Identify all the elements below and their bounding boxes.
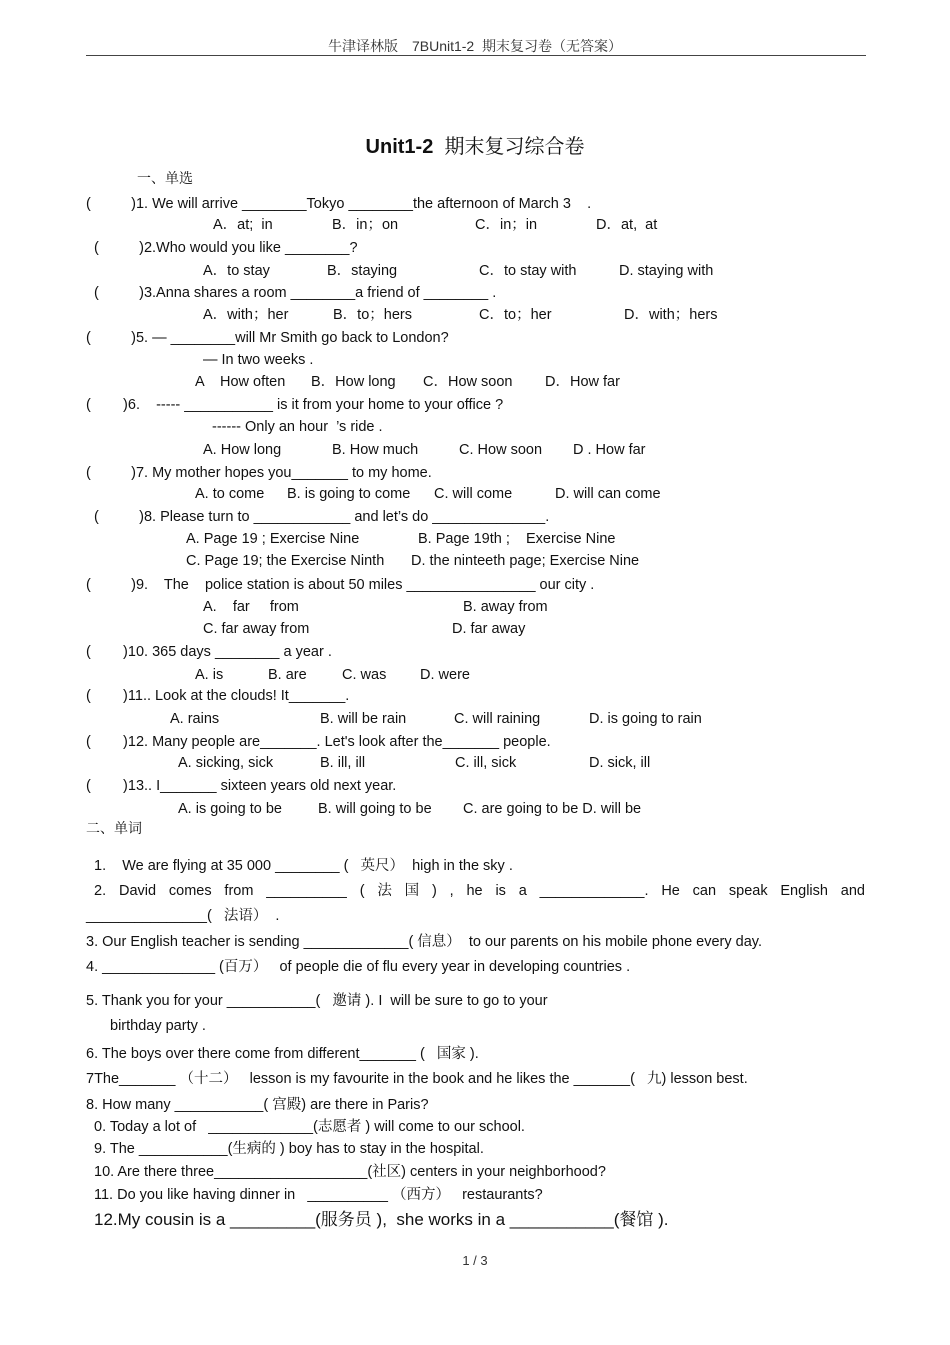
title-cn: 期末复习综合卷 xyxy=(444,136,585,158)
q9-option-c: C. far away from xyxy=(203,621,310,637)
q10-option-b: B. are xyxy=(268,667,307,683)
q13-option-a: A. is going to be xyxy=(178,801,282,817)
page-number: 1 / 3 xyxy=(462,1253,488,1268)
q7-option-a: A. to come xyxy=(195,486,265,502)
q9-option-d: D. far away xyxy=(452,621,526,637)
w2-token: he xyxy=(466,883,483,899)
word-item-3: 3. Our English teacher is sending _____________( 信息） to our parents on his mobile phone every day. xyxy=(86,934,762,950)
q8-option-a: A. Page 19 ; Exercise Nine xyxy=(186,531,360,547)
w2-token: a xyxy=(518,883,527,899)
q2-option-d: D. staying with xyxy=(619,263,714,279)
q5-option-b: B．How long xyxy=(311,374,396,390)
word-item-5: 5. Thank you for your ___________( 邀请 ). I will be sure to go to your xyxy=(86,993,548,1009)
q3-option-a: A．with；her xyxy=(203,307,289,323)
word-item-13: 12.My cousin is a _________(服务员 ), she works in a ___________(餐馆 ). xyxy=(94,1210,669,1229)
q12-option-b: B. ill, ill xyxy=(320,755,366,771)
question-6: ( )6. ----- ___________ is it from your home to your office ? xyxy=(86,397,504,413)
q2-option-a: A．to stay xyxy=(203,263,270,279)
question-12: ( )12. Many people are_______. Let's look after the_______ people. xyxy=(86,734,551,750)
w2-token: ( xyxy=(359,883,365,899)
w2-token: and xyxy=(840,883,865,899)
q11-option-b: B. will be rain xyxy=(320,711,407,727)
q5-option-a: A How often xyxy=(195,374,286,390)
q8-option-b: B. Page 19th ; Exercise Nine xyxy=(418,531,616,547)
q6-reply: ------ Only an hour ’s ride . xyxy=(212,419,383,435)
word-item-6: 6. The boys over there come from different_______ ( 国家 ). xyxy=(86,1046,479,1062)
q10-option-a: A. is xyxy=(195,667,224,683)
q8-option-d: D. the ninteeth page; Exercise Nine xyxy=(411,553,640,569)
question-2: ( )2.Who would you like ________? xyxy=(94,240,358,256)
q1-option-c: C．in；in xyxy=(475,217,538,233)
q12-option-a: A. sicking, sick xyxy=(178,755,274,771)
q12-option-c: C. ill, sick xyxy=(455,755,517,771)
w2-token: English xyxy=(780,883,828,899)
question-13: ( )13.. I_______ sixteen years old next year. xyxy=(86,778,397,794)
w2-number: 2. xyxy=(94,883,107,899)
q8-option-c: C. Page 19; the Exercise Ninth xyxy=(186,553,385,569)
q11-option-c: C. will raining xyxy=(454,711,541,727)
word-item-8: 8. How many ___________( 宫殿) are there in Paris? xyxy=(86,1097,429,1113)
word-item-7: 7The_______ （十二） lesson is my favourite in the book and he likes the _______( 九) lesson best. xyxy=(86,1071,748,1087)
w2-token: 法 xyxy=(377,883,392,899)
section-heading-words: 二、单词 xyxy=(86,820,142,836)
question-3: ( )3.Anna shares a room ________a friend of ________ . xyxy=(94,285,497,301)
q1-option-a: A．at; in xyxy=(213,217,273,233)
question-9: ( )9. The police station is about 50 miles ________________ our city . xyxy=(86,577,595,593)
page-header: 牛津译林版 7BUnit1-2 期末复习卷（无答案） xyxy=(327,38,623,54)
q11-option-d: D. is going to rain xyxy=(589,711,702,727)
word-item-5-cont: birthday party . xyxy=(110,1018,206,1034)
q7-option-d: D. will can come xyxy=(555,486,661,502)
question-7: ( )7. My mother hopes you_______ to my home. xyxy=(86,465,432,481)
q6-option-b: B. How much xyxy=(332,442,419,458)
q9-option-a: A. far from xyxy=(203,599,299,615)
q3-option-c: C．to；her xyxy=(479,307,552,323)
q2-option-c: C．to stay with xyxy=(479,263,577,279)
q5-reply: — In two weeks . xyxy=(203,352,314,368)
question-1: ( )1. We will arrive ________Tokyo ________the afternoon of March 3 . xyxy=(86,196,592,212)
w2-token: __________ xyxy=(266,883,347,899)
page-title xyxy=(0,130,950,159)
q7-option-c: C. will come xyxy=(434,486,513,502)
q3-option-d: D．with；hers xyxy=(624,307,718,323)
q1-option-b: B．in；on xyxy=(332,217,399,233)
word-item-4: 4. ______________ (百万） of people die of flu every year in developing countries . xyxy=(86,959,631,975)
q1-option-d: D．at, at xyxy=(596,217,658,233)
q10-option-d: D. were xyxy=(420,667,470,683)
w2-token: from xyxy=(224,883,254,899)
word-item-2-cont: _______________( 法语） . xyxy=(86,908,280,924)
word-item-10: 9. The ___________(生病的 ) boy has to stay in the hospital. xyxy=(94,1141,484,1157)
q13-option-c: C. are going to be D. will be xyxy=(463,801,642,817)
word-item-9: 0. Today a lot of _____________(志愿者 ) will come to our school. xyxy=(94,1119,525,1135)
question-8: ( )8. Please turn to ____________ and let’s do ______________. xyxy=(94,509,550,525)
question-10: ( )10. 365 days ________ a year . xyxy=(86,644,332,660)
q13-option-b: B. will going to be xyxy=(318,801,432,817)
w2-token: He xyxy=(661,883,680,899)
q12-option-d: D. sick, ill xyxy=(589,755,651,771)
q3-option-b: B．to；hers xyxy=(333,307,412,323)
w2-token: _____________. xyxy=(539,883,649,899)
q11-option-a: A. rains xyxy=(170,711,220,727)
q6-option-d: D . How far xyxy=(573,442,646,458)
section-heading-mc: 一、单选 xyxy=(137,170,193,186)
w2-token: can xyxy=(692,883,717,899)
w2-token: 国 xyxy=(404,883,420,899)
w2-token: David xyxy=(119,883,157,899)
w2-token: , xyxy=(449,883,454,899)
question-11: ( )11.. Look at the clouds! It_______. xyxy=(86,688,350,704)
word-item-11: 10. Are there three___________________(社区) centers in your neighborhood? xyxy=(94,1164,606,1180)
word-item-1: 1. We are flying at 35 000 ________ ( 英尺） high in the sky . xyxy=(94,858,513,874)
q2-option-b: B．staying xyxy=(327,263,398,279)
q5-option-d: D．How far xyxy=(545,374,620,390)
word-item-12: 11. Do you like having dinner in __________ （西方） restaurants? xyxy=(94,1187,543,1203)
question-5: ( )5. — ________will Mr Smith go back to London? xyxy=(86,330,449,346)
q7-option-b: B. is going to come xyxy=(287,486,411,502)
q6-option-a: A. How long xyxy=(203,442,282,458)
title-main: Unit1-2 xyxy=(365,136,434,158)
word-item-2 xyxy=(119,882,865,900)
q9-option-b: B. away from xyxy=(463,599,548,615)
q5-option-c: C．How soon xyxy=(423,374,513,390)
w2-token: speak xyxy=(728,883,768,899)
w2-token: comes xyxy=(168,883,212,899)
w2-token: is xyxy=(495,883,506,899)
w2-token: ) xyxy=(431,883,437,899)
q6-option-c: C. How soon xyxy=(459,442,543,458)
header-divider xyxy=(86,55,866,56)
q10-option-c: C. was xyxy=(342,667,387,683)
